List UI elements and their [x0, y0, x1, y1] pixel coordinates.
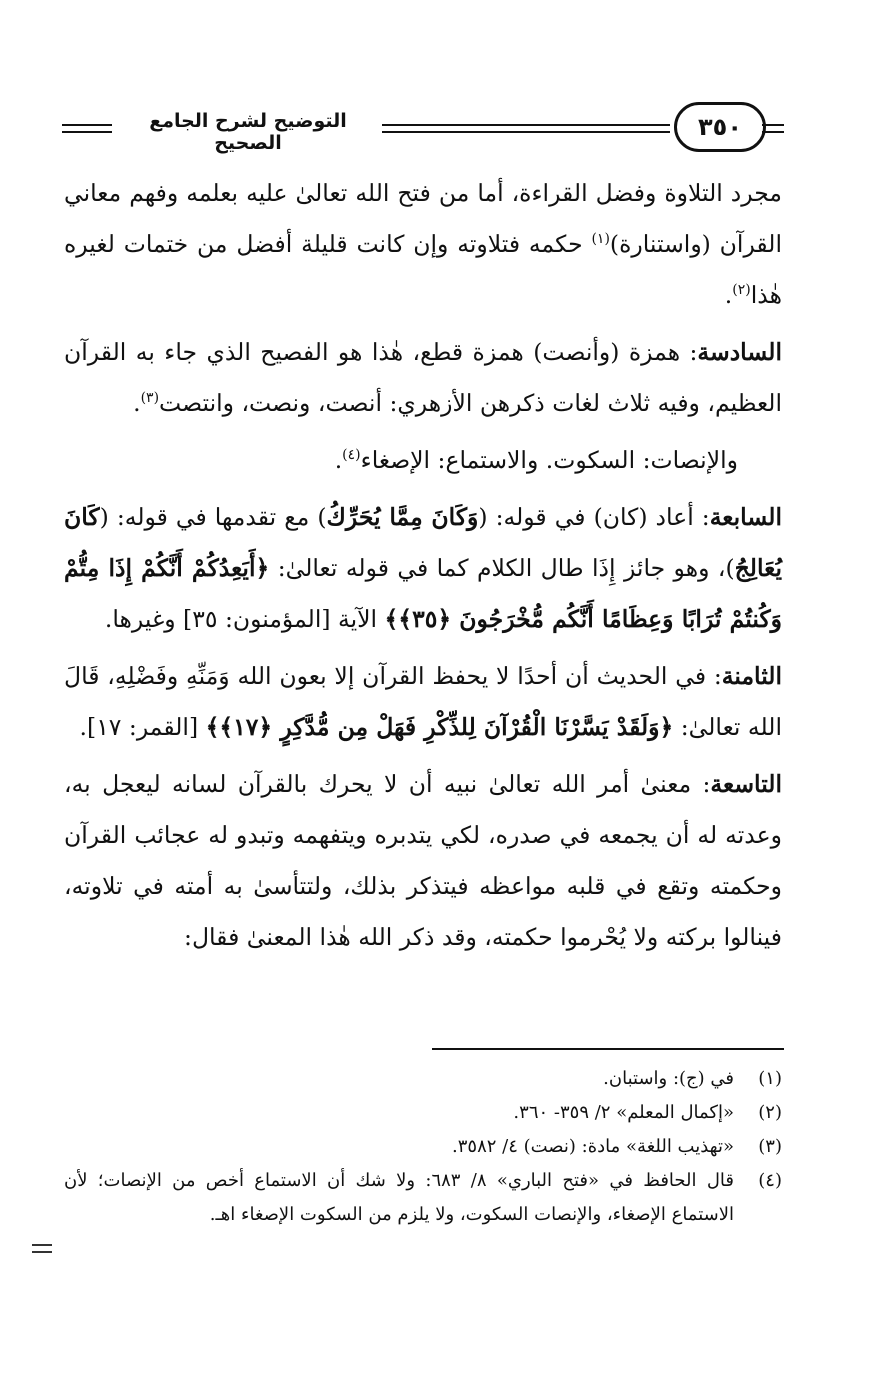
footnote-separator	[432, 1048, 784, 1050]
margin-mark	[32, 1244, 52, 1253]
paragraph-1-text: مجرد التلاوة وفضل القراءة، أما من فتح الله تعالىٰ عليه بعلمه وفهم معاني القرآن (واستنارة)	[64, 179, 782, 258]
quran-verse-qamar: ﴿وَلَقَدْ يَسَّرْنَا الْقُرْآنَ لِلذِّكْرِ فَهَلْ مِن مُّدَّكِرٍ ﴿١٧﴾﴾	[205, 713, 674, 741]
footnotes	[64, 1062, 782, 1232]
footnote-text: «إكمال المعلم» ٢/ ٣٥٩- ٣٦٠.	[513, 1102, 734, 1123]
footnote-text: قال الحافظ في «فتح الباري» ٨/ ٦٨٣: ولا شك أن الاستماع أخص من الإنصات؛ لأن الاستماع الإصغاء، والإنصات السكوت، ولا يلزم من السكوت الإصغاء اهـ.	[64, 1170, 735, 1225]
footnote-number: (٤)	[758, 1170, 782, 1191]
footnote-ref-3: (٣)	[140, 390, 160, 407]
paragraph-eighth	[64, 651, 782, 753]
paragraph-sixth	[64, 327, 782, 429]
footnote-1	[64, 1062, 782, 1096]
paragraph-seventh	[64, 492, 782, 645]
paragraph-seventh-text-b: ) مع تقدمها في قوله: (	[99, 503, 327, 531]
paragraph-insat-end: .	[334, 446, 343, 474]
paragraph-seventh-text-d: الآية [المؤمنون: ٣٥] وغيرها.	[104, 605, 385, 633]
paragraph-ninth	[64, 759, 782, 963]
header-rule-right	[762, 124, 784, 133]
paragraph-seventh-text-a: : أعاد (كان) في قوله: (	[478, 503, 710, 531]
footnote-2	[64, 1096, 782, 1130]
page-number: ٣٥٠	[674, 102, 766, 152]
header-rule-left	[62, 124, 112, 133]
footnote-ref-4: (٤)	[342, 447, 361, 464]
heading-seventh: السابعة	[709, 503, 782, 531]
paragraph-sixth-end: .	[133, 389, 141, 417]
footnote-number: (٢)	[758, 1102, 782, 1123]
paragraph-1-end: .	[724, 281, 733, 309]
running-title: التوضيح لشرح الجامع الصحيح	[149, 110, 347, 154]
page-header	[62, 100, 784, 156]
quran-verse-muminun: ﴿أَيَعِدُكُمْ أَنَّكُمْ إِذَا مِتُّمْ وَكُنتُمْ تُرَابًا وَعِظَامًا أَنَّكُم مُّخْرَجُونَ ﴿٣٥﴾﴾	[64, 554, 782, 633]
paragraph-eighth-text-b: [القمر: ١٧].	[79, 713, 206, 741]
heading-ninth: التاسعة	[710, 770, 782, 798]
footnote-4	[64, 1164, 782, 1232]
footnote-ref-1: (١)	[591, 231, 610, 248]
quran-quote-2: كَانَ يُعَالِجُ	[64, 503, 782, 582]
footnote-text: في (ج): واستبان.	[603, 1068, 734, 1089]
main-text	[64, 168, 782, 969]
footnote-text: «تهذيب اللغة» مادة: (نصت) ٤/ ٣٥٨٢.	[452, 1136, 734, 1157]
paragraph-sixth-text: : همزة (وأنصت) همزة قطع، هٰذا هو الفصيح الذي جاء به القرآن العظيم، وفيه ثلاث لغات ذكرهن الأزهري: أنصت، ونصت، وانتصت	[64, 338, 782, 417]
paragraph-insat-text: والإنصات: السكوت. والاستماع: الإصغاء	[360, 446, 738, 474]
paragraph-eighth-text-a: : في الحديث أن أحدًا لا يحفظ القرآن إلا بعون الله وَمَنِّهِ وفَضْلِهِ، قَالَ الله تعالىٰ:	[64, 662, 782, 741]
footnote-number: (٣)	[758, 1136, 782, 1157]
quran-quote-1: وَكَانَ مِمَّا يُحَرِّكُ	[326, 503, 479, 531]
footnote-3	[64, 1130, 782, 1164]
heading-sixth: السادسة	[697, 338, 782, 366]
paragraph-1	[64, 168, 782, 321]
paragraph-insat	[64, 435, 782, 486]
heading-eighth: الثامنة	[721, 662, 782, 690]
header-rule-middle	[382, 124, 670, 133]
footnote-number: (١)	[758, 1068, 782, 1089]
paragraph-seventh-text-c: )، وهو جائز إِذَا طال الكلام كما في قوله تعالىٰ:	[269, 554, 735, 582]
paragraph-1-text-mid: حكمه فتلاوته وإن كانت قليلة أفضل من ختمات لغيره هٰذا	[64, 230, 782, 309]
paragraph-ninth-text: : معنىٰ أمر الله تعالىٰ نبيه أن لا يحرك بالقرآن لسانه ليعجل به، وعدته له أن يجمعه في صدره، لكي يتدبره ويتفهمه وتبدو له عجائب القرآن وحكمته وتقع في قلبه مواعظه فيتذكر بذلك، ولتتأسىٰ به أمته في تلاوته، فينالوا بركته ولا يُحْرموا حكمته، وقد ذكر الله هٰذا المعنىٰ فقال:	[64, 770, 782, 951]
footnote-ref-2: (٢)	[732, 282, 751, 299]
